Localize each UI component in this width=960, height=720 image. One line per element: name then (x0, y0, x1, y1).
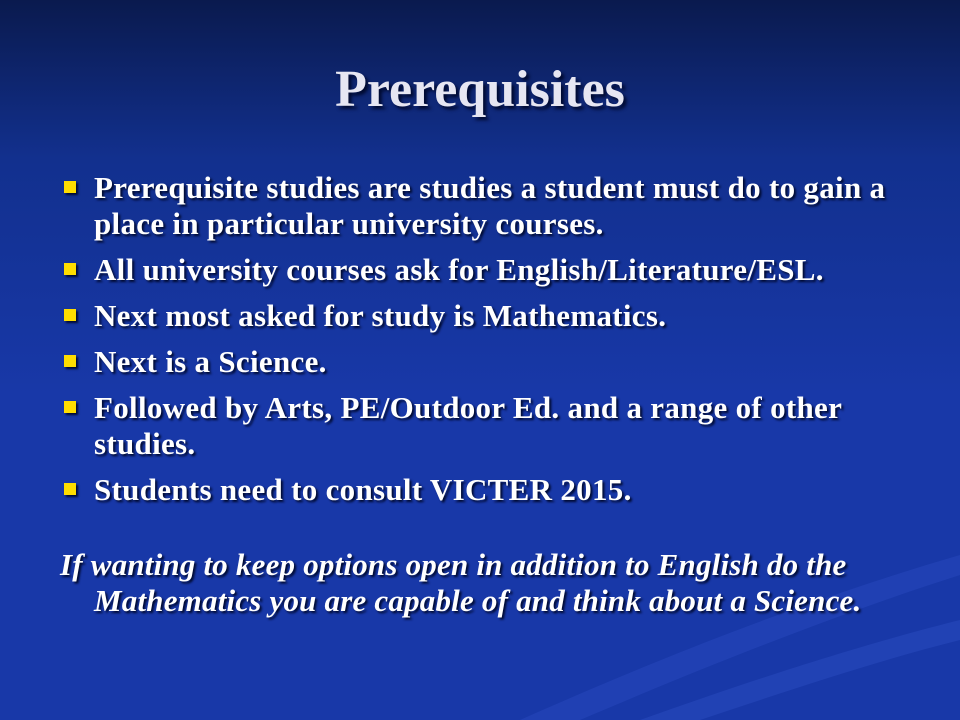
bullet-item (60, 390, 920, 462)
square-bullet-icon (64, 355, 76, 367)
bullet-text: Students need to consult VICTER 2015. (94, 472, 632, 507)
square-bullet-icon (64, 263, 76, 275)
italic-advice-note: If wanting to keep options open in addition to English do the Mathematics you are capable of and think about a Science. (60, 547, 862, 618)
bullet-text: Prerequisite studies are studies a student must do to gain a place in particular university courses. (94, 170, 886, 241)
bullet-item (60, 344, 920, 380)
bullet-item (60, 252, 920, 288)
square-bullet-icon (64, 401, 76, 413)
bullet-item (60, 298, 920, 334)
bullet-text: Next most asked for study is Mathematics. (94, 298, 667, 333)
bullet-text: All university courses ask for English/Literature/ESL. (94, 252, 824, 287)
square-bullet-icon (64, 483, 76, 495)
bullet-list (60, 170, 920, 518)
slide-title: Prerequisites (335, 61, 625, 118)
bullet-text: Followed by Arts, PE/Outdoor Ed. and a range of other studies. (94, 390, 842, 461)
square-bullet-icon (64, 181, 76, 193)
bullet-item (60, 170, 920, 242)
square-bullet-icon (64, 309, 76, 321)
bullet-item (60, 472, 920, 508)
bullet-text: Next is a Science. (94, 344, 327, 379)
